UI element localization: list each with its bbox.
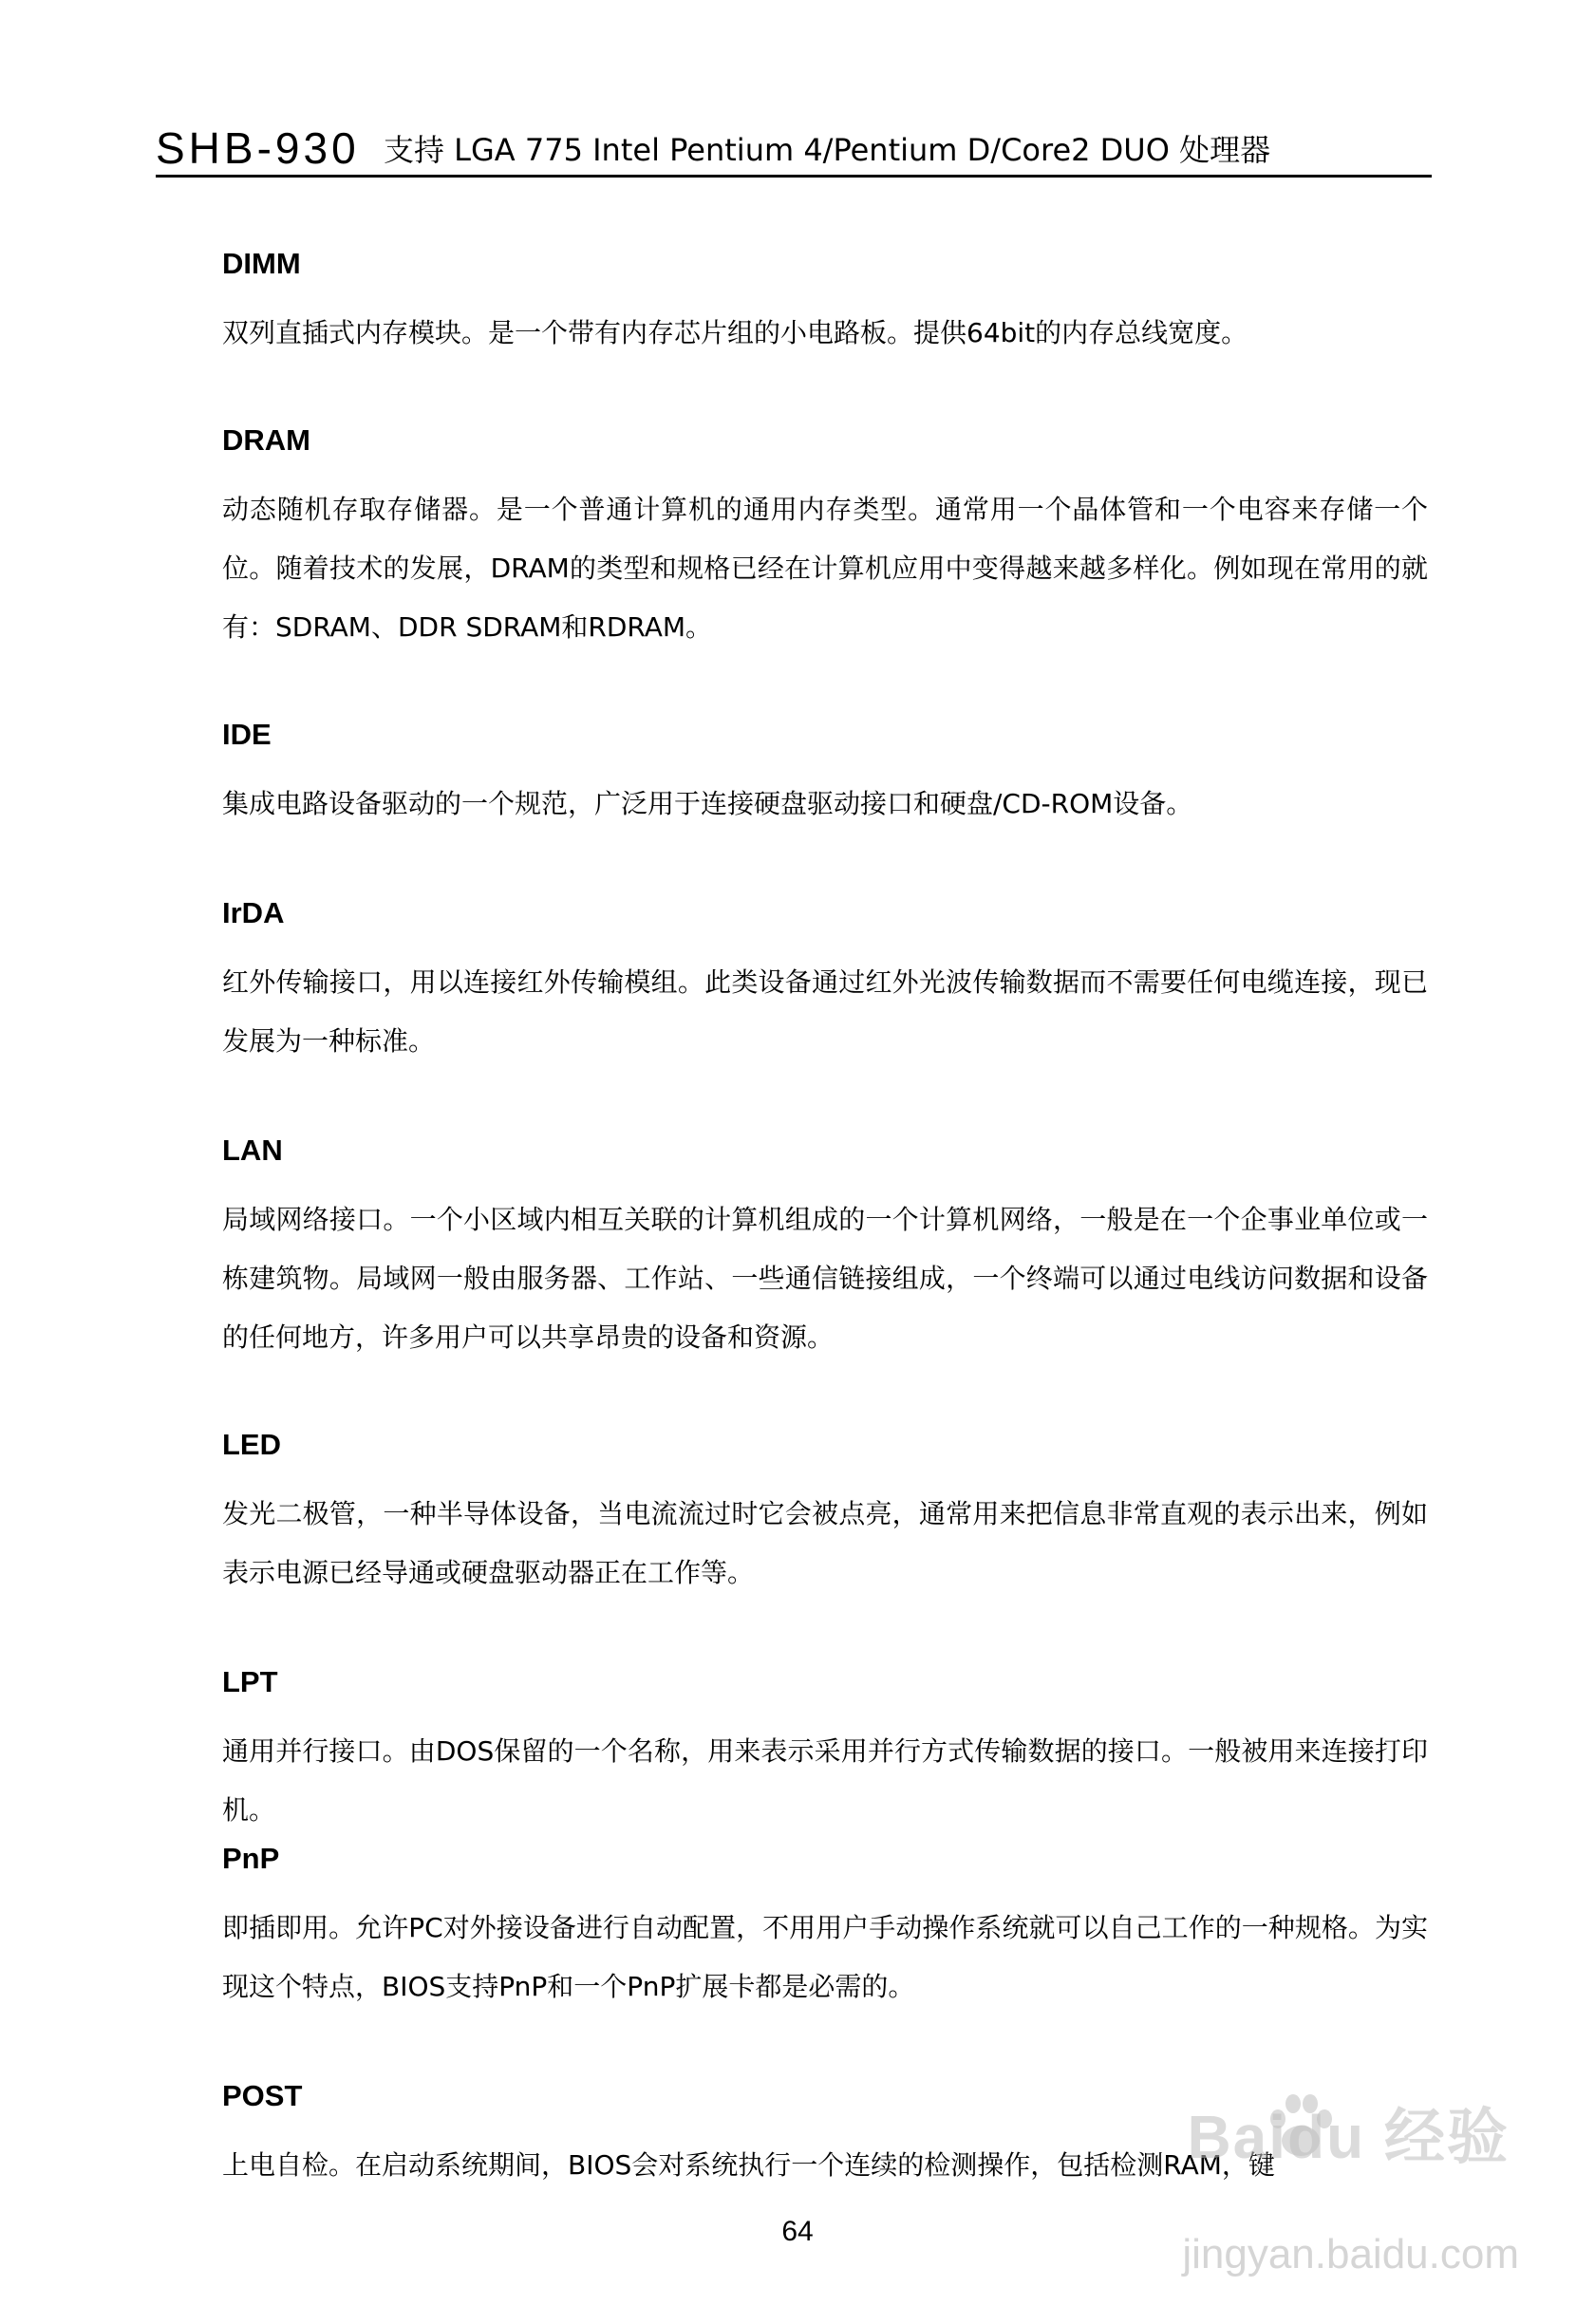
- glossary-entry-dram: [222, 422, 1428, 657]
- entry-description: 双列直插式内存模块。是一个带有内存芯片组的小电路板。提供64bit的内存总线宽度。: [222, 317, 1248, 348]
- entry-term: IDE: [222, 718, 272, 751]
- entry-description: 发光二极管，一种半导体设备，当电流流过时它会被点亮，通常用来把信息非常直观的表示出来，例如表示电源已经导通或硬盘驱动器正在工作等。: [222, 1498, 1428, 1588]
- baidu-watermark: [1120, 2089, 1519, 2307]
- entry-description: 局域网络接口。一个小区域内相互关联的计算机组成的一个计算机网络，一般是在一个企事业单位或一栋建筑物。局域网一般由服务器、工作站、一些通信链接组成，一个终端可以通过电线访问数据和设备的任何地方，许多用户可以共享昂贵的设备和资源。: [222, 1204, 1428, 1353]
- entry-description: 即插即用。允许PC对外接设备进行自动配置，不用用户手动操作系统就可以自己工作的一种规格。为实现这个特点，BIOS支持PnP和一个PnP扩展卡都是必需的。: [222, 1912, 1428, 2002]
- glossary-entry-lan: [222, 1132, 1428, 1367]
- watermark-logo: Baidu 经验: [1187, 2103, 1510, 2171]
- glossary-entry-led: [222, 1426, 1428, 1602]
- entry-term: DRAM: [222, 423, 310, 457]
- entry-term: PnP: [222, 1842, 280, 1875]
- entry-description: 通用并行接口。由DOS保留的一个名称，用来表示采用并行方式传输数据的接口。一般被用来连接打印机。: [222, 1735, 1428, 1826]
- entry-term: LPT: [222, 1665, 278, 1698]
- page-number: 64: [781, 2216, 814, 2247]
- glossary-entry-irda: [222, 894, 1428, 1071]
- entry-description: 动态随机存取存储器。是一个普通计算机的通用内存类型。通常用一个晶体管和一个电容来存储一个位。随着技术的发展，DRAM的类型和规格已经在计算机应用中变得越来越多样化。例如现在常用的就有：SDRAM、DDR SDRAM和RDRAM。: [222, 494, 1428, 643]
- model-name: SHB-930: [156, 123, 360, 173]
- page-header: [156, 122, 1432, 178]
- entry-term: LAN: [222, 1134, 283, 1167]
- entry-term: LED: [222, 1428, 281, 1461]
- entry-term: POST: [222, 2079, 303, 2112]
- glossary-entry-lpt: [222, 1663, 1428, 1840]
- entry-description: 红外传输接口，用以连接红外传输模组。此类设备通过红外光波传输数据而不需要任何电缆连接，现已发展为一种标准。: [222, 966, 1428, 1057]
- glossary-entry-dimm: [222, 245, 1428, 363]
- glossary-entry-pnp: [222, 1840, 1428, 2016]
- entry-description: 集成电路设备驱动的一个规范，广泛用于连接硬盘驱动接口和硬盘/CD-ROM设备。: [222, 788, 1193, 819]
- glossary-entry-ide: [222, 716, 1428, 834]
- entry-description: 上电自检。在启动系统期间，BIOS会对系统执行一个连续的检测操作，包括检测RAM，键: [222, 2149, 1275, 2181]
- watermark-url: jingyan.baidu.com: [1182, 2231, 1519, 2277]
- entry-term: IrDA: [222, 896, 285, 929]
- entry-term: DIMM: [222, 247, 301, 280]
- header-subtitle: 支持 LGA 775 Intel Pentium 4/Pentium D/Core2 DUO 处理器: [384, 132, 1271, 168]
